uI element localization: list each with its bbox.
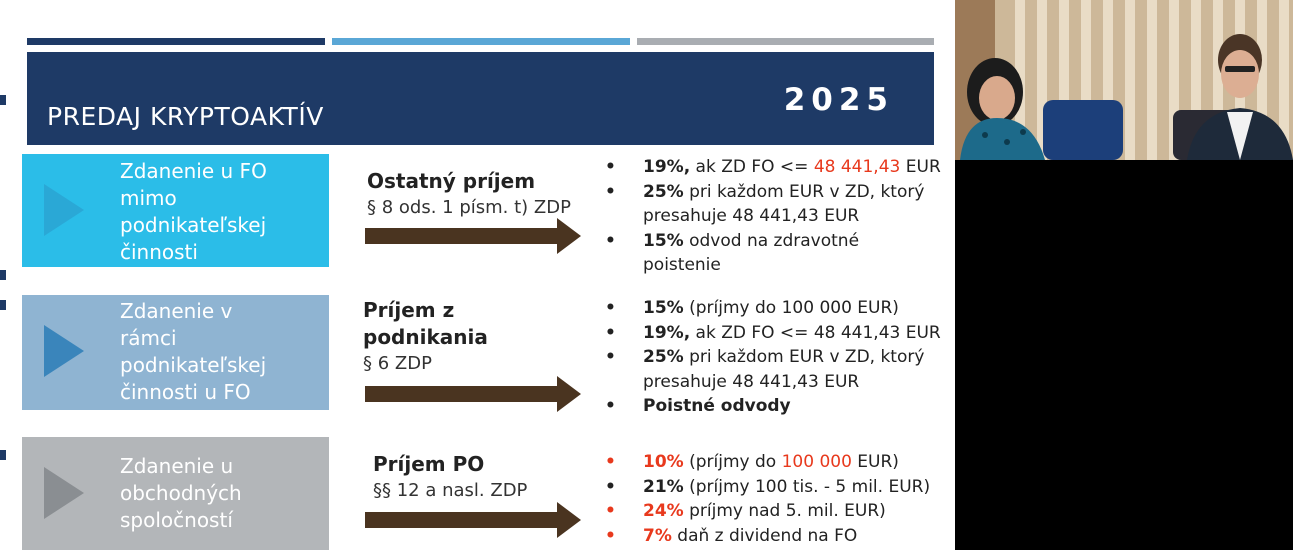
tax-rate-text: príjmy nad 5. mil. EUR) xyxy=(683,501,886,521)
tax-rate-text: daň z dividend na FO xyxy=(671,525,858,546)
tax-rate-text: (príjmy do 100 000 EUR) xyxy=(683,298,899,318)
tax-rate-item xyxy=(605,394,955,419)
tax-rate-text: (príjmy do xyxy=(683,452,782,472)
bullet-dot: • xyxy=(605,157,616,177)
category-label: Zdanenie v rámci podnikateľskej činnosti u FO xyxy=(120,299,267,404)
tax-rate-value: 21% xyxy=(643,476,684,497)
bullet-dot: • xyxy=(605,347,616,367)
arrow-right-icon xyxy=(365,216,581,256)
bullet-dot: • xyxy=(605,396,616,416)
tax-rate-value: 25% xyxy=(643,181,684,202)
tax-rate-item xyxy=(605,229,955,254)
video-participants-thumbnail[interactable] xyxy=(955,0,1293,160)
bullet-dot: • xyxy=(605,181,616,202)
tax-rate-item xyxy=(605,180,955,205)
tax-rate-text: pri každom EUR v ZD, ktorý xyxy=(683,347,925,367)
top-accent-bar xyxy=(27,38,325,45)
tax-rate-text: poistenie xyxy=(643,255,721,275)
bullet-dot: • xyxy=(605,230,616,251)
tax-rate-item xyxy=(605,450,955,475)
tax-rate-value: 10% xyxy=(643,452,684,472)
tax-rate-item xyxy=(605,370,955,395)
income-type-label: Príjem PO §§ 12 a nasl. ZDP xyxy=(373,452,528,501)
tax-rate-list xyxy=(605,155,955,278)
edge-fragment xyxy=(0,95,6,105)
category-label: Zdanenie u FO mimo podnikateľskej činnosti xyxy=(120,159,267,264)
top-accent-bar xyxy=(332,38,630,45)
arrow-right-icon xyxy=(365,374,581,414)
tax-rate-value: Poistné odvody xyxy=(643,396,791,416)
top-accent-bar xyxy=(637,38,934,45)
tax-rate-item xyxy=(605,345,955,370)
tax-rate-text: 48 441,43 xyxy=(813,157,901,177)
tax-rate-text: presahuje 48 441,43 EUR xyxy=(643,206,860,226)
bullet-dot: • xyxy=(605,298,616,318)
tax-rate-value: 15% xyxy=(643,298,684,318)
tax-rate-text: pri každom EUR v ZD, ktorý xyxy=(683,181,925,202)
tax-rate-item xyxy=(605,475,955,500)
play-triangle-icon xyxy=(44,325,84,377)
tax-rate-list xyxy=(605,296,955,419)
income-type-label: Príjem z podnikania § 6 ZDP xyxy=(363,298,488,374)
tax-rate-value: 15% xyxy=(643,230,684,251)
bullet-dot: • xyxy=(605,476,616,497)
arrow-right-icon xyxy=(365,500,581,540)
category-box-fo-outside-business xyxy=(22,154,329,267)
tax-rate-value: 24% xyxy=(643,501,684,521)
tax-rate-value: 7% xyxy=(643,525,672,546)
tax-rate-value: 25% xyxy=(643,347,684,367)
tax-rate-item xyxy=(605,524,955,549)
slide-title: PREDAJ KRYPTOAKTÍV xyxy=(47,102,324,131)
tax-rate-value: 19%, xyxy=(643,322,691,343)
category-box-fo-business xyxy=(22,295,329,410)
slide-header xyxy=(27,52,934,145)
tax-rate-text: EUR xyxy=(900,157,941,177)
bullet-dot: • xyxy=(605,322,616,343)
tax-rate-item xyxy=(605,204,955,229)
edge-fragment xyxy=(0,270,6,280)
tax-rate-text: ak ZD FO <= xyxy=(690,157,814,177)
tax-rate-item xyxy=(605,499,955,524)
income-type-label: Ostatný príjem § 8 ods. 1 písm. t) ZDP xyxy=(367,169,571,218)
tax-rate-text: odvod na zdravotné xyxy=(683,230,860,251)
tax-rate-item xyxy=(605,253,955,278)
edge-fragment xyxy=(0,450,6,460)
play-triangle-icon xyxy=(44,184,84,236)
tax-rate-text: ak ZD FO <= 48 441,43 EUR xyxy=(690,322,941,343)
tax-rate-list xyxy=(605,450,955,548)
play-triangle-icon xyxy=(44,467,84,519)
bullet-dot: • xyxy=(605,452,616,472)
tax-rate-text: EUR) xyxy=(851,452,899,472)
tax-rate-text: (príjmy 100 tis. - 5 mil. EUR) xyxy=(683,476,931,497)
category-box-companies xyxy=(22,437,329,550)
category-label: Zdanenie u obchodných spoločností xyxy=(120,454,242,532)
slide-year: 2025 xyxy=(783,82,894,118)
tax-rate-item xyxy=(605,321,955,346)
bullet-dot: • xyxy=(605,525,616,546)
tax-rate-text: presahuje 48 441,43 EUR xyxy=(643,371,860,392)
tax-rate-item xyxy=(605,296,955,321)
video-participants-icon xyxy=(955,0,1293,160)
tax-rate-item xyxy=(605,155,955,180)
tax-rate-text: 100 000 xyxy=(781,452,852,472)
bullet-dot: • xyxy=(605,501,616,521)
edge-fragment xyxy=(0,300,6,310)
tax-rate-value: 19%, xyxy=(643,157,691,177)
